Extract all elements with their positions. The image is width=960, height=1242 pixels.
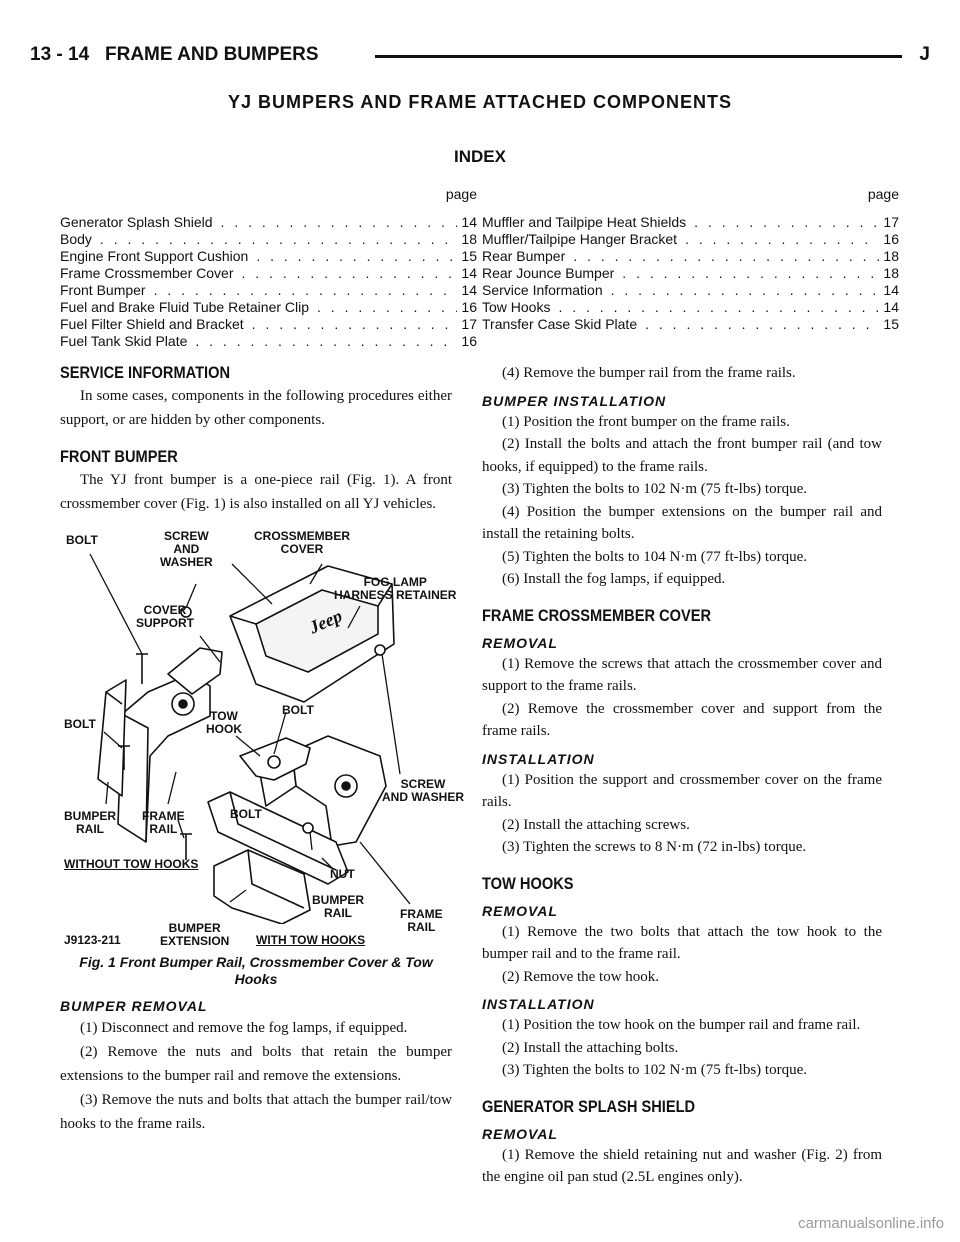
step: (4) Position the bumper extensions on the bumper rail and install the retaining bolts. xyxy=(482,503,882,542)
fig-label-nut: NUT xyxy=(330,867,355,881)
header-section: 13 - 14 FRAME AND BUMPERS xyxy=(30,44,319,65)
heading-tow-hooks: TOW HOOKS xyxy=(482,873,574,893)
index-entry xyxy=(60,214,477,231)
step: (1) Remove the shield retaining nut and washer (Fig. 2) from the engine oil pan stud (2.5L engines only). xyxy=(482,1146,882,1185)
heading-bumper-removal: BUMPER REMOVAL xyxy=(60,998,208,1014)
index-entry xyxy=(60,333,477,350)
index-entry-page: 18 xyxy=(883,248,899,264)
step: (1) Remove the screws that attach the crossmember cover and support to the frame rails. xyxy=(482,655,882,694)
fig-label-bumper-rail: BUMPER RAIL xyxy=(64,809,117,836)
index-entry-name: Muffler and Tailpipe Heat Shields xyxy=(482,214,687,230)
index-entry xyxy=(60,282,477,299)
index-entry-name: Transfer Case Skid Plate xyxy=(482,316,638,332)
fig-label-crossmember-cover: CROSSMEMBER COVER xyxy=(254,529,351,556)
index-entry-page: 16 xyxy=(461,333,477,349)
index-entry-name: Tow Hooks xyxy=(482,299,551,315)
index-page-label: page xyxy=(445,186,477,202)
index-page-label: page xyxy=(867,186,899,202)
index-entry-name: Fuel Tank Skid Plate xyxy=(60,333,188,349)
step: (2) Install the attaching screws. xyxy=(502,816,690,833)
index-entry-page: 16 xyxy=(883,231,899,247)
fig-label-without-tow-hooks: WITHOUT TOW HOOKS xyxy=(64,857,199,871)
index-entry-name: Fuel and Brake Fluid Tube Retainer Clip xyxy=(60,299,310,315)
fig-label-bolt: BOLT xyxy=(64,717,96,731)
figure-caption: Fig. 1 Front Bumper Rail, Crossmember Cover & Tow Hooks xyxy=(79,954,433,987)
fig-label-bumper-rail-right: BUMPER RAIL xyxy=(312,893,365,920)
index-entry-name: Service Information xyxy=(482,282,603,298)
index-entry-page: 17 xyxy=(461,316,477,332)
heading-generator-splash-shield: GENERATOR SPLASH SHIELD xyxy=(482,1096,696,1116)
index-entry-page: 15 xyxy=(461,248,477,264)
fig-label-frame-rail: FRAME RAIL xyxy=(142,809,185,836)
dot-leader xyxy=(611,282,880,299)
index-entry xyxy=(60,265,477,282)
jeep-emblem: Jeep xyxy=(305,605,346,638)
fig-label-screw-washer-right: SCREW AND WASHER xyxy=(382,777,465,804)
figure-front-bumper xyxy=(60,524,465,934)
dot-leader xyxy=(645,316,879,333)
heading-front-bumper: FRONT BUMPER xyxy=(60,447,178,466)
fig-label-bolt: BOLT xyxy=(282,703,314,717)
fig-label-bumper-extension: BUMPER EXTENSION xyxy=(160,921,230,948)
document-title: YJ BUMPERS AND FRAME ATTACHED COMPONENTS xyxy=(227,92,732,112)
index-entry-page: 14 xyxy=(883,282,899,298)
fig-label-cover-support: COVER SUPPORT xyxy=(136,603,195,630)
step: (5) Tighten the bolts to 104 N·m (77 ft-lbs) torque. xyxy=(502,548,807,565)
dot-leader xyxy=(317,299,457,316)
heading-bumper-installation: BUMPER INSTALLATION xyxy=(482,392,667,409)
step: (1) Disconnect and remove the fog lamps, if equipped. xyxy=(80,1020,408,1036)
running-header xyxy=(30,44,930,68)
dot-leader xyxy=(685,231,879,248)
index-entry xyxy=(482,316,899,333)
index-entry-name: Muffler/Tailpipe Hanger Bracket xyxy=(482,231,678,247)
index-entry xyxy=(482,248,899,265)
fig-id: J9123-211 xyxy=(64,933,121,947)
index-column-right xyxy=(482,186,899,333)
dot-leader xyxy=(154,282,458,299)
step: (3) Tighten the bolts to 102 N·m (75 ft-lbs) torque. xyxy=(502,481,807,497)
index-entry-name: Engine Front Support Cushion xyxy=(60,248,249,264)
index-entry-page: 14 xyxy=(461,214,477,230)
index-entry xyxy=(482,282,899,299)
index-entry-name: Rear Jounce Bumper xyxy=(482,265,615,281)
step: (3) Tighten the screws to 8 N·m (72 in-lbs) torque. xyxy=(502,839,807,855)
index-entry xyxy=(482,214,899,231)
header-rule xyxy=(375,55,902,58)
step: (1) Position the tow hook on the bumper rail and frame rail. xyxy=(502,1017,861,1033)
header-title: FRAME AND BUMPERS xyxy=(105,44,319,65)
dot-leader xyxy=(100,231,458,248)
heading-installation: INSTALLATION xyxy=(482,996,595,1012)
index-entry xyxy=(482,299,899,316)
step: (2) Install the bolts and attach the front bumper rail (and tow hooks, if equipped) to the frame rails. xyxy=(482,436,882,475)
index-entry xyxy=(60,316,477,333)
fig-label-with-tow-hooks: WITH TOW HOOKS xyxy=(256,933,366,947)
step: (6) Install the fog lamps, if equipped. xyxy=(502,571,726,587)
step: (2) Remove the tow hook. xyxy=(502,968,660,985)
step: (3) Remove the nuts and bolts that attach the bumper rail/tow hooks to the frame rails. xyxy=(60,1092,452,1132)
fig-label-bolt: BOLT xyxy=(66,533,98,547)
index-entry xyxy=(60,299,477,316)
step: (3) Tighten the bolts to 102 N·m (75 ft-lbs) torque. xyxy=(502,1062,807,1078)
dot-leader xyxy=(252,316,458,333)
index-entry xyxy=(60,248,477,265)
index-entry-page: 18 xyxy=(883,265,899,281)
watermark: carmanualsonline.info xyxy=(798,1215,944,1232)
index-entry-name: Body xyxy=(60,231,92,247)
step: (1) Remove the two bolts that attach the tow hook to the bumper rail and to the frame rail. xyxy=(482,923,882,962)
heading-frame-crossmember-cover: FRAME CROSSMEMBER COVER xyxy=(482,605,712,625)
dot-leader xyxy=(573,248,879,265)
index-entry-page: 18 xyxy=(461,231,477,247)
index-entry-name: Fuel Filter Shield and Bracket xyxy=(60,316,244,332)
paragraph: In some cases, components in the following procedures either support, or are hidden by other components. xyxy=(60,388,452,428)
index-entry xyxy=(60,231,477,248)
dot-leader xyxy=(622,265,879,282)
heading-installation: INSTALLATION xyxy=(482,750,595,767)
index-entry-name: Rear Bumper xyxy=(482,248,566,264)
index-entry-page: 14 xyxy=(883,299,899,315)
index-entry-page: 16 xyxy=(461,299,477,315)
header-brand: J xyxy=(919,44,930,65)
index-entry-name: Generator Splash Shield xyxy=(60,214,213,230)
fig-label-tow-hook: TOW HOOK xyxy=(206,709,242,736)
step: (4) Remove the bumper rail from the frame rails. xyxy=(502,365,796,381)
body-column-right xyxy=(482,362,882,1189)
fig-label-bolt: BOLT xyxy=(230,807,262,821)
dot-leader xyxy=(221,214,458,231)
heading-removal: REMOVAL xyxy=(482,634,558,651)
dot-leader xyxy=(694,214,879,231)
index-entry-name: Frame Crossmember Cover xyxy=(60,265,234,281)
body-column-left xyxy=(60,362,465,1136)
step: (2) Remove the nuts and bolts that retain the bumper extensions to the bumper rail and remove the extensions. xyxy=(60,1044,452,1084)
step: (2) Install the attaching bolts. xyxy=(502,1039,679,1056)
dot-leader xyxy=(558,299,879,316)
index-entry xyxy=(482,231,899,248)
step: (1) Position the front bumper on the frame rails. xyxy=(502,413,790,430)
index-title: INDEX xyxy=(454,147,506,166)
paragraph: The YJ front bumper is a one-piece rail (Fig. 1). A front crossmember cover (Fig. 1) is also installed on all YJ vehicles. xyxy=(60,472,452,512)
heading-removal: REMOVAL xyxy=(482,1125,558,1142)
index-entry-page: 14 xyxy=(461,282,477,298)
heading-removal: REMOVAL xyxy=(482,902,558,919)
fig-label-fog-lamp-retainer: FOG LAMP HARNESS RETAINER xyxy=(334,575,457,602)
index-entry-page: 17 xyxy=(883,214,899,230)
step: (2) Remove the crossmember cover and support from the frame rails. xyxy=(482,700,882,739)
dot-leader xyxy=(195,333,457,350)
fig-label-screw-washer: SCREW AND WASHER xyxy=(160,529,213,569)
index-entry-page: 14 xyxy=(461,265,477,281)
dot-leader xyxy=(241,265,457,282)
index-entry-page: 15 xyxy=(883,316,899,332)
heading-service-information: SERVICE INFORMATION xyxy=(60,363,231,382)
index-entry xyxy=(482,265,899,282)
fig-label-frame-rail-right: FRAME RAIL xyxy=(400,907,443,934)
index-column-left xyxy=(60,186,477,350)
dot-leader xyxy=(256,248,457,265)
step: (1) Position the support and crossmember cover on the frame rails. xyxy=(482,771,882,810)
index-entry-name: Front Bumper xyxy=(60,282,146,298)
